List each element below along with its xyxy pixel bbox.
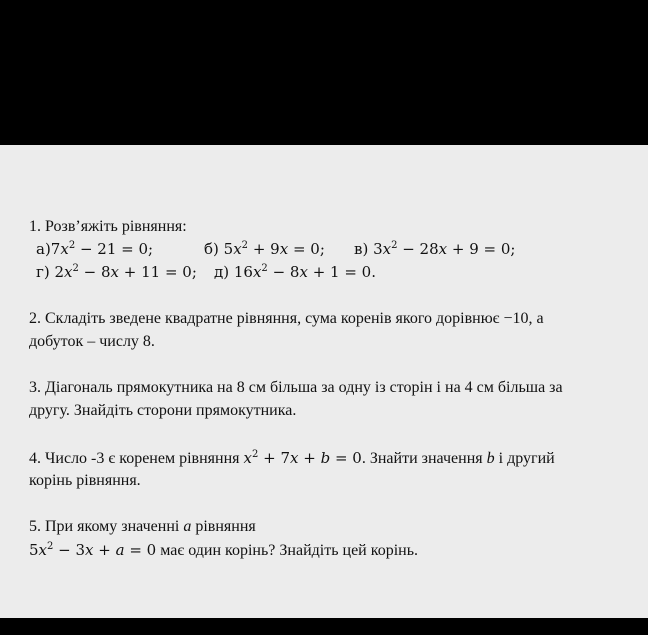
problem-3-line-1: 3. Діагональ прямокутника на 8 см більша за одну із сторін і на 4 см більша за: [29, 379, 563, 396]
worksheet-page: [0, 145, 648, 618]
problem-5-equation: $5x^2 - 3x + a = 0$: [29, 541, 157, 559]
problem-1v: в) $3x^2 - 28x + 9 = 0$;: [354, 240, 516, 258]
problem-1g: г) $2x^2 - 8x + 11 = 0$;: [36, 263, 197, 281]
problem-2-line-1: 2. Складіть зведене квадратне рівняння, сума коренів якого дорівнює −10, а: [29, 310, 544, 327]
problem-5-line-1: 5. При якому значенні a рівняння: [29, 518, 256, 535]
problem-5-suffix: має один корінь? Знайдіть цей корінь.: [156, 542, 418, 559]
problem-1-row-2: [36, 262, 636, 284]
problem-3-line-2: другу. Знайдіть сторони прямокутника.: [29, 402, 297, 419]
problem-5-line-2: [29, 540, 418, 561]
problem-4-prefix: 4. Число -3 є коренем рівняння: [29, 450, 244, 467]
bottom-black-bar: [0, 618, 648, 635]
problem-4-line-1: [29, 448, 555, 469]
top-black-bar: [0, 0, 648, 145]
problem-1d: д) $16x^2 - 8x + 1 = 0$.: [214, 263, 376, 281]
problem-4-line-2: корінь рівняння.: [29, 472, 141, 489]
problem-1-title: 1. Розв’яжіть рівняння:: [29, 218, 187, 235]
problem-2-line-2: добуток – числу 8.: [29, 333, 155, 350]
problem-1-row-1: [36, 239, 636, 261]
problem-1a: $а)7x^2 - 21 = 0$;: [36, 240, 154, 258]
problem-4-equation: $x^2 + 7x + b = 0$: [243, 449, 362, 467]
problem-4-suffix: . Знайти значення b і другий: [361, 450, 555, 467]
problem-1b: б) $5x^2 + 9x = 0$;: [204, 240, 325, 258]
